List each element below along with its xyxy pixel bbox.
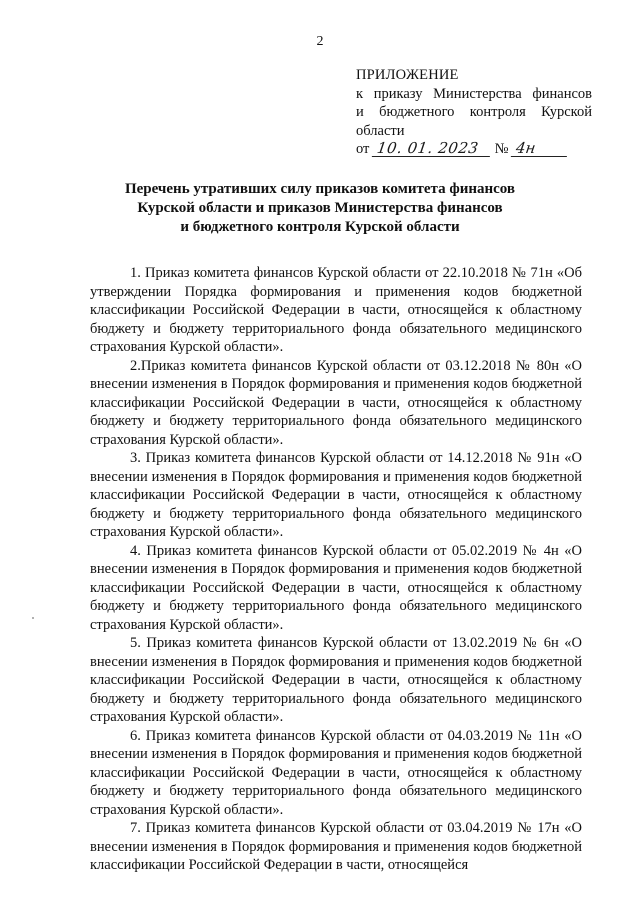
appendix-line-1: к приказу Министерства финансов	[356, 85, 592, 102]
title-line-2: Курской области и приказов Министерства финансов	[137, 200, 503, 216]
list-item: 5. Приказ комитета финансов Курской области от 13.02.2019 № 6н «О внесении изменения в Порядок формирования и применения кодов бюджетной классификации Российской Федерации в части, относящейся к областному бюджету и бюджету территориального фонда обязательного медицинского страхования Курской области».	[90, 635, 582, 725]
date-prefix: от	[356, 141, 370, 157]
order-list	[90, 264, 582, 875]
handwritten-number: 4н	[511, 140, 569, 157]
list-item: 2.Приказ комитета финансов Курской области от 03.12.2018 № 80н «О внесении изменения в Порядок формирования и применения кодов бюджетной классификации Российской Федерации в части, относящейся к областному бюджету и бюджету территориального фонда обязательного медицинского страхования Курской области».	[90, 357, 582, 448]
margin-mark	[32, 617, 34, 619]
document-title	[0, 180, 640, 237]
list-item: 6. Приказ комитета финансов Курской области от 04.03.2019 № 11н «О внесении изменения в Порядок формирования и применения кодов бюджетной классификации Российской Федерации в части, относящейся к областному бюджету и бюджету территориального фонда обязательного медицинского страхования Курской области».	[90, 727, 582, 818]
title-line-3: и бюджетного контроля Курской области	[180, 219, 460, 235]
list-item: 1. Приказ комитета финансов Курской области от 22.10.2018 № 71н «Об утверждении Порядка формирования и применения кодов бюджетной классификации Российской Федерации в части, относящейся к областному бюджету и бюджету территориального фонда обязательного медицинского страхования Курской области».	[90, 265, 582, 355]
list-item: 4. Приказ комитета финансов Курской области от 05.02.2019 № 4н «О внесении изменения в Порядок формирования и применения кодов бюджетной классификации Российской Федерации в части, относящейся к областному бюджету и бюджету территориального фонда обязательного медицинского страхования Курской области».	[90, 542, 582, 633]
appendix-label: ПРИЛОЖЕНИЕ	[356, 67, 459, 83]
appendix-line-2: и бюджетного контроля Курской	[356, 104, 592, 120]
title-line-1: Перечень утративших силу приказов комитета финансов	[124, 181, 516, 197]
list-item: 3. Приказ комитета финансов Курской области от 14.12.2018 № 91н «О внесении изменения в Порядок формирования и применения кодов бюджетной классификации Российской Федерации в части, относящейся к областному бюджету и бюджету территориального фонда обязательного медицинского страхования Курской области».	[90, 450, 582, 540]
list-item: 7. Приказ комитета финансов Курской области от 03.04.2019 № 17н «О внесении изменения в Порядок формирования и применения кодов бюджетной классификации Российской Федерации в части, относящейся	[90, 820, 582, 873]
page-number: 2	[316, 34, 324, 49]
number-prefix: №	[494, 141, 509, 157]
appendix-line-3: области	[356, 122, 405, 139]
appendix-date-line	[356, 140, 592, 159]
handwritten-date: 10. 01. 2023	[372, 140, 492, 157]
appendix-header	[356, 66, 592, 159]
